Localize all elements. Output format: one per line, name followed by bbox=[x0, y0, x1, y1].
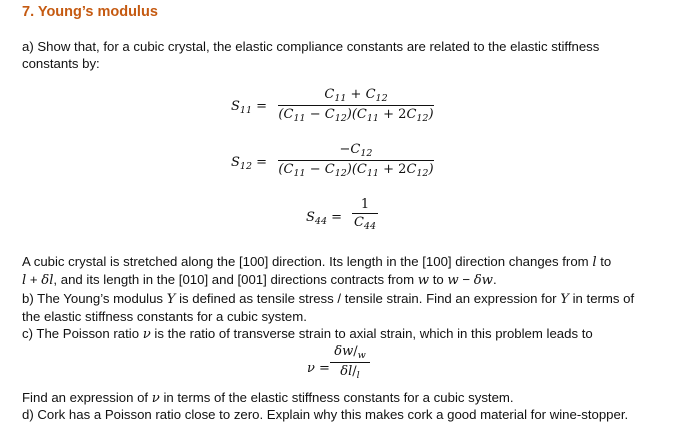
part-b-line-1: b) The Young’s modulus Y is defined as tensile stress / tensile strain. Find an expression for Y in terms of bbox=[22, 291, 635, 307]
part-a-line-2: constants by: bbox=[22, 56, 100, 71]
part-c-line-2: Find an expression of ν in terms of the elastic stiffness constants for a cubic system. bbox=[22, 390, 514, 406]
stretch-line-2: l + δl, and its length in the [010] and [001] directions contracts from w to w − δw. bbox=[22, 272, 497, 288]
equation-s11-lhs: $S_{11}$ = bbox=[231, 99, 268, 116]
equation-s44-fraction: 1 $C_{44}$ bbox=[353, 197, 377, 232]
equation-s11-fraction: $C_{11} + C_{12}$ $(C_{11} - C_{12})(C_{11} + 2C_{12})$ bbox=[278, 87, 434, 124]
equation-s12-lhs: $S_{12}$ = bbox=[231, 155, 268, 172]
part-c-line-1: c) The Poisson ratio ν is the ratio of transverse strain to axial strain, which in this problem leads to bbox=[22, 326, 593, 342]
part-a-text bbox=[22, 38, 662, 72]
equation-poisson-lhs: ν = bbox=[307, 361, 330, 376]
stretch-line-1: A cubic crystal is stretched along the [100] direction. Its length in the [100] direction changes from l to bbox=[22, 254, 612, 270]
part-a-line-1: a) Show that, for a cubic crystal, the elastic compliance constants are related to the elastic stiffness bbox=[22, 39, 600, 54]
part-d-text: d) Cork has a Poisson ratio close to zero. Explain why this makes cork a good material for wine-stopper. bbox=[22, 407, 629, 422]
stretch-text bbox=[22, 253, 662, 289]
part-b-line-2: the elastic stiffness constants for a cubic system. bbox=[22, 309, 307, 324]
problem-heading: 7. Young’s modulus bbox=[22, 4, 158, 20]
equation-poisson-fraction: $\delta w/_w$ $\delta l/_l$ bbox=[330, 344, 370, 381]
equation-s12-fraction: $-C_{12}$ $(C_{11} - C_{12})(C_{11} + 2C_{12})$ bbox=[278, 142, 434, 179]
equation-s44-lhs: $S_{44}$ = bbox=[306, 210, 343, 227]
part-b-text bbox=[22, 290, 662, 325]
